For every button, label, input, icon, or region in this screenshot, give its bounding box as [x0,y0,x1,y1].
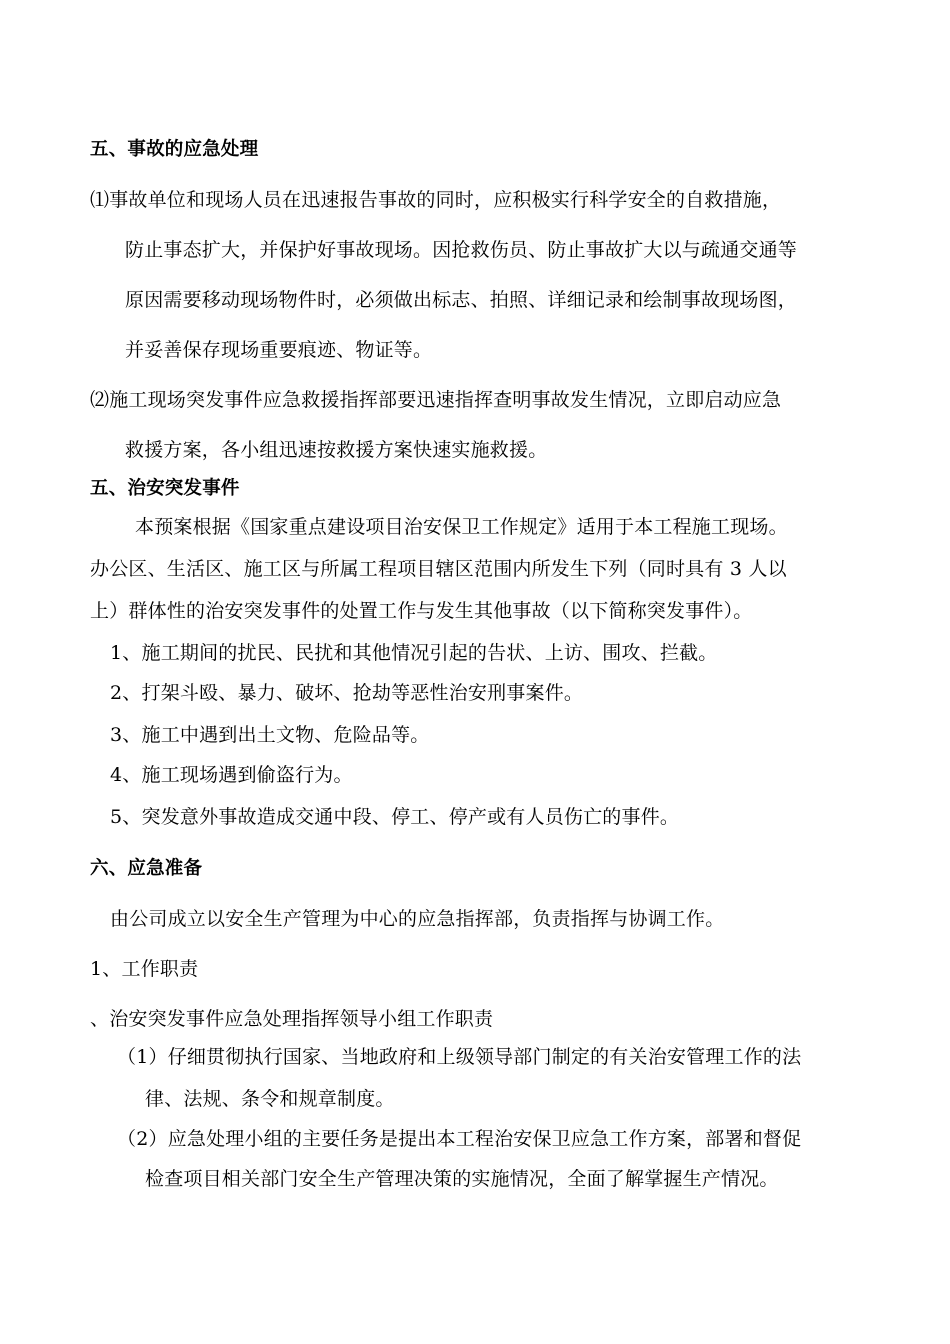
paragraph-line: 本预案根据《国家重点建设项目治安保卫工作规定》适用于本工程施工现场。 [135,516,788,538]
section-heading-public-security: 五、治安突发事件 [90,478,240,499]
paragraph-line: 律、法规、条令和规章制度。 [145,1088,395,1110]
paragraph-line: （1）仔细贯彻执行国家、当地政府和上级领导部门制定的有关治安管理工作的法 [117,1046,802,1068]
paragraph-line: 防止事态扩大，并保护好事故现场。因抢救伤员、防止事故扩大以与疏通交通等 [125,239,798,261]
list-item: 1、施工期间的扰民、民扰和其他情况引起的告状、上访、围攻、拦截。 [110,642,718,664]
subheading-leadership-duties: 、治安突发事件应急处理指挥领导小组工作职责 [90,1008,494,1030]
paragraph-line: （2）应急处理小组的主要任务是提出本工程治安保卫应急工作方案，部署和督促 [117,1128,802,1150]
paragraph-line: 检查项目相关部门安全生产管理决策的实施情况，全面了解掌握生产情况。 [145,1168,779,1190]
paragraph-line: 由公司成立以安全生产管理为中心的应急指挥部，负责指挥与协调工作。 [110,908,725,930]
paragraph-line: 原因需要移动现场物件时，必须做出标志、拍照、详细记录和绘制事故现场图， [125,289,798,311]
paragraph-line: 办公区、生活区、施工区与所属工程项目辖区范围内所发生下列（同时具有 3 人以 [90,558,787,580]
paragraph-line: ⑴事故单位和现场人员在迅速报告事故的同时，应积极实行科学安全的自救措施， [90,189,782,211]
section-heading-emergency-preparation: 六、应急准备 [90,858,203,879]
list-item: 5、突发意外事故造成交通中段、停工、停产或有人员伤亡的事件。 [110,806,680,828]
section-heading-accident-response: 五、事故的应急处理 [90,139,259,160]
list-item: 4、施工现场遇到偷盗行为。 [110,764,353,786]
subheading-work-duties: 1、工作职责 [90,958,199,980]
paragraph-line: 救援方案，各小组迅速按救援方案快速实施救援。 [125,439,548,461]
list-item: 2、打架斗殴、暴力、破坏、抢劫等恶性治安刑事案件。 [110,682,584,704]
paragraph-line: ⑵施工现场突发事件应急救援指挥部要迅速指挥查明事故发生情况，立即启动应急 [90,389,782,411]
paragraph-line: 上）群体性的治安突发事件的处置工作与发生其他事故（以下简称突发事件）。 [90,600,753,622]
list-item: 3、施工中遇到出土文物、危险品等。 [110,724,430,746]
paragraph-line: 并妥善保存现场重要痕迹、物证等。 [125,339,433,361]
